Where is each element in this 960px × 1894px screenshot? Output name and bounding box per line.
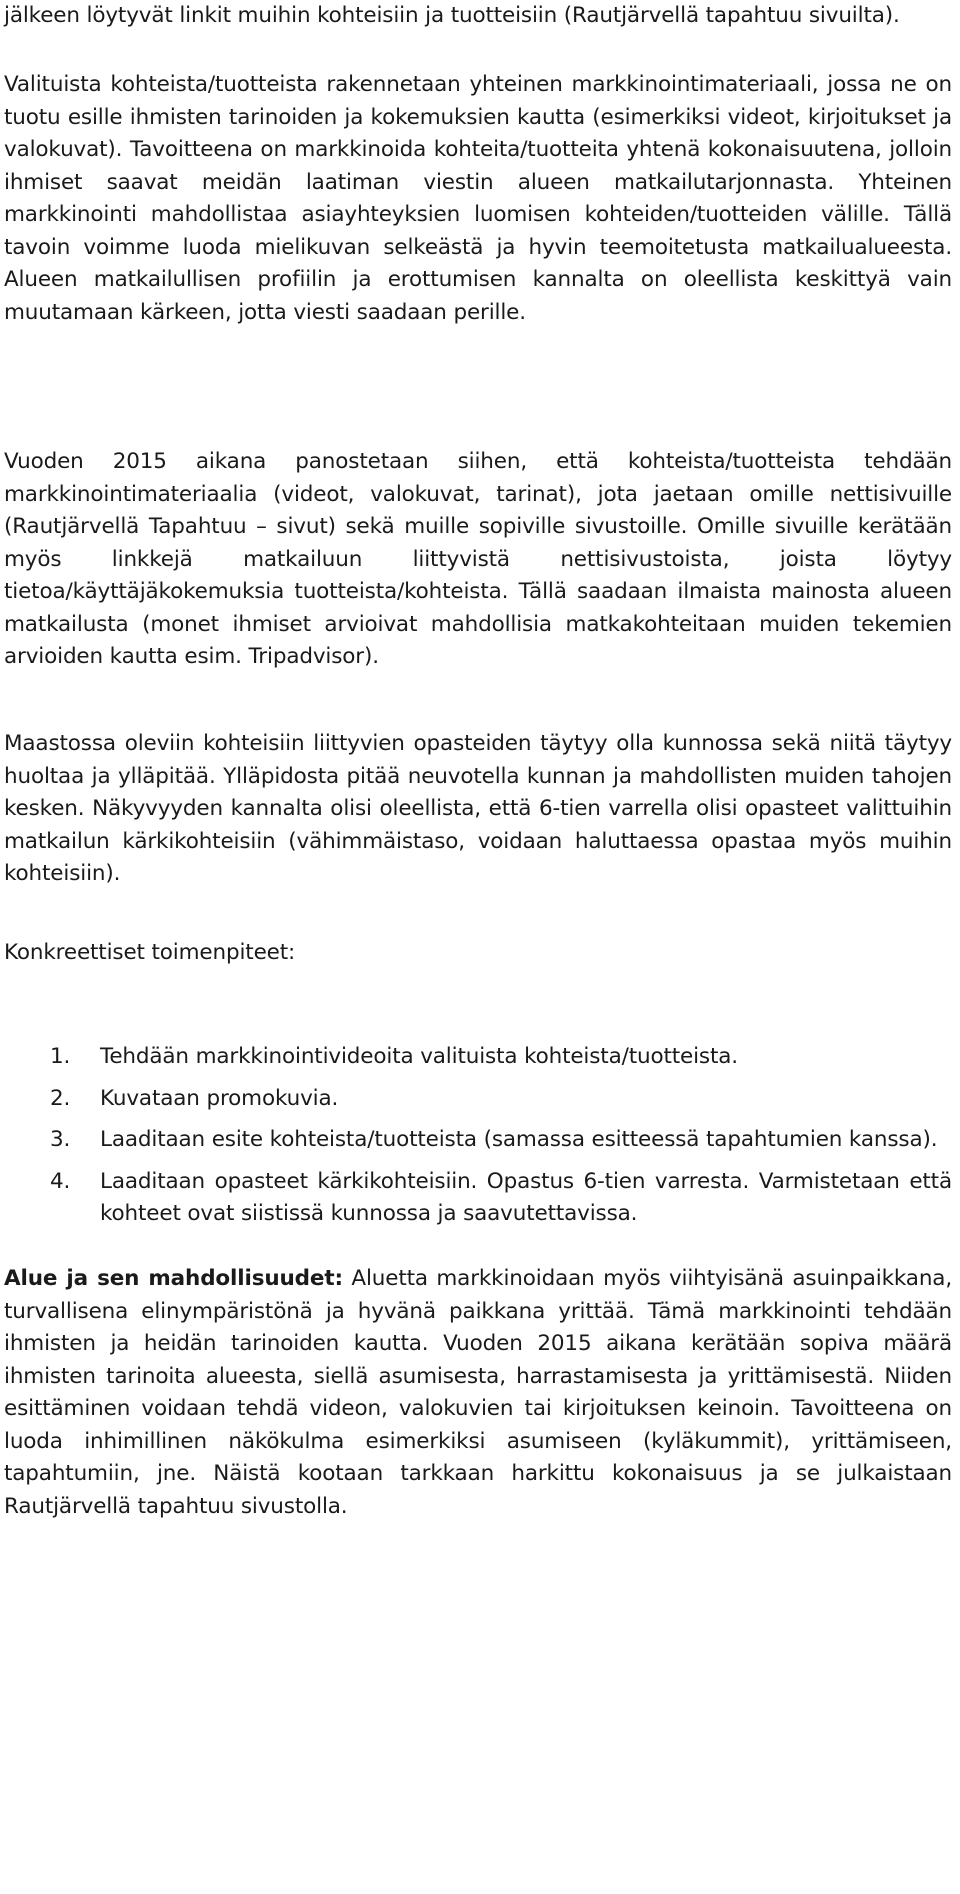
paragraph-shared-marketing: Valituista kohteista/tuotteista rakennetaan yhteinen markkinointimateriaali, jossa ne on tuotu esille ihmisten tarinoiden ja kokemuksien kautta (esimerkiksi videot, kirjoitukset ja valokuvat). Tavoitteena on markkinoida kohteita/tuotteita yhtenä kokonaisuutena, jolloin ihmiset saavat meidän laatiman viestin alueen matkailutarjonnasta. Yhteinen markkinointi mahdollistaa asiayhteyksien luomisen kohteiden/tuotteiden välille. Tällä tavoin voimme luoda mielikuvan selkeästä ja hyvin teemoitetusta matkailualueesta. Alueen matkailullisen profiilin ja erottumisen kannalta on oleellista keskittyä vain muutamaan kärkeen, jotta viesti saadaan perille. [4, 72, 952, 325]
list-item-number: 1. [50, 1044, 71, 1069]
paragraph-signage: Maastossa oleviin kohteisiin liittyvien opasteiden täytyy olla kunnossa sekä niitä täytyy huoltaa ja ylläpitää. Ylläpidosta pitää neuvotella kunnan ja mahdollisten muiden tahojen kesken. Näkyvyyden kannalta olisi oleellista, että 6-tien varrella olisi opasteet valittuihin matkailun kärkikohteisiin (vähimmäistaso, voidaan haluttaessa opastaa myös muihin kohteisiin). [4, 731, 952, 886]
list-item-text: Kuvataan promokuvia. [100, 1085, 339, 1111]
list-item-number: 3. [50, 1127, 71, 1152]
heading-concrete-actions: Konkreettiset toimenpiteet: [4, 940, 296, 965]
list-item-number: 2. [50, 1085, 71, 1111]
actions-list [50, 1041, 952, 1231]
list-item-text: Laaditaan opasteet kärkikohteisiin. Opastus 6-tien varresta. Varmistetaan että kohteet ovat siistissä kunnossa ja saavutettavissa. [100, 1168, 952, 1226]
list-item-text: Tehdään markkinointivideoita valituista kohteista/tuotteista. [100, 1044, 738, 1069]
paragraph-body: Aluetta markkinoidaan myös viihtyisänä asuinpaikkana, turvallisena elinympäristönä ja hyvänä paikkana yrittää. Tämä markkinointi tehdään ihmisten ja heidän tarinoiden kautta. Vuoden 2015 aikana kerätään sopiva määrä ihmisten tarinoita alueesta, siellä asumisesta, harrastamisesta ja yrittämisestä. Niiden esittäminen voidaan tehdä videon, valokuvien tai kirjoituksen keinoin. Tavoitteena on luoda inhimillinen näkökulma esimerkiksi asumiseen (kyläkummit), yrittämiseen, tapahtumiin, jne. Näistä kootaan tarkkaan harkittu kokonaisuus ja se julkaistaan Rautjärvellä tapahtuu sivustolla. [4, 1266, 953, 1519]
list-item-number: 4. [50, 1168, 71, 1194]
paragraph-area-opportunities [4, 1263, 952, 1523]
paragraph-2015-marketing-material: Vuoden 2015 aikana panostetaan siihen, että kohteista/tuotteista tehdään markkinointimateriaalia (videot, valokuvat, tarinat), jota jaetaan omille nettisivuille (Rautjärvellä Tapahtuu – sivut) sekä muille sopiville sivustoille. Omille sivuille kerätään myös linkkejä matkailuun liittyvistä nettisivustoista, joista löytyy tietoa/käyttäjäkokemuksia tuotteista/kohteista. Tällä saadaan ilmaista mainosta alueen matkailusta (monet ihmiset arvioivat mahdollisia matkakohteitaan muiden tekemien arvioiden kautta esim. Tripadvisor). [4, 449, 952, 669]
list-item [50, 1083, 952, 1116]
list-item-text: Laaditaan esite kohteista/tuotteista (samassa esitteessä tapahtumien kanssa). [100, 1127, 938, 1152]
list-item [50, 1041, 952, 1074]
list-item [50, 1166, 952, 1231]
list-item [50, 1124, 952, 1157]
paragraph-intro-tail: jälkeen löytyvät linkit muihin kohteisiin ja tuotteisiin (Rautjärvellä tapahtuu sivuilta). [4, 3, 900, 28]
paragraph-lead-heading: Alue ja sen mahdollisuudet: [4, 1266, 343, 1291]
